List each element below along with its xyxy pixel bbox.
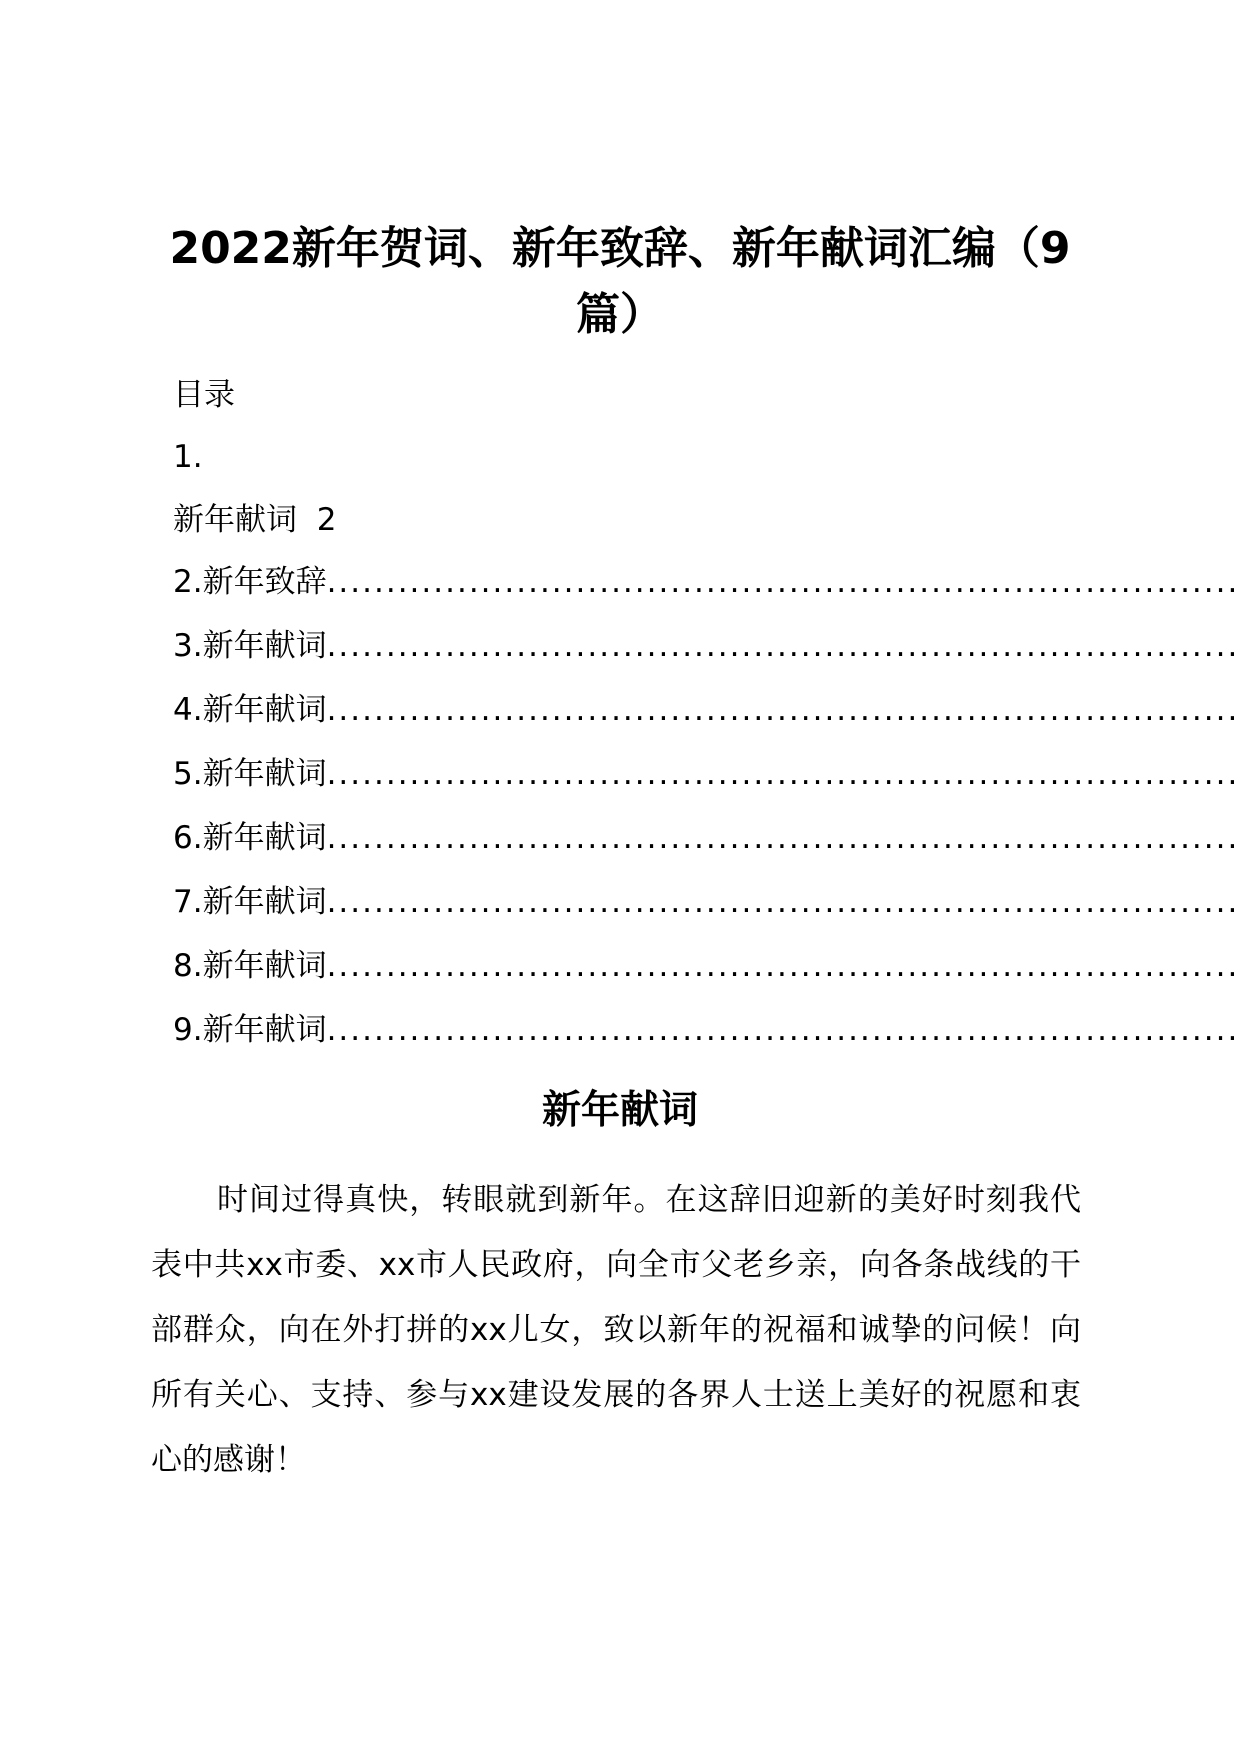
toc-leader-dots: [327, 752, 1240, 796]
toc-leader-dots: [327, 816, 1240, 860]
toc-item-label: 新年献词: [202, 884, 327, 920]
toc-item-label: 新年献词: [202, 1012, 327, 1048]
toc-item-label: 新年献词: [202, 820, 327, 856]
toc-item-4: [173, 688, 1240, 732]
toc-item-label: 新年献词: [202, 948, 327, 984]
toc-item-number: 6.: [173, 820, 203, 856]
body-paragraph: 时间过得真快，转眼就到新年。在这辞旧迎新的美好时刻我代表中共xx市委、xx市人民政府，向全市父老乡亲，向各条战线的干部群众，向在外打拼的xx儿女，致以新年的祝福和诚挚的问候！向所有关心、支持、参与xx建设发展的各界人士送上美好的祝愿和衷心的感谢！: [151, 1182, 1081, 1478]
toc-item-8: [173, 944, 1240, 988]
document-title: 2022新年贺词、新年致辞、新年献词汇编（9篇）: [169, 223, 1071, 340]
toc-item-number: 2.: [173, 564, 203, 600]
toc-item-label: 新年献词: [202, 756, 327, 792]
toc-item-number: 5.: [173, 756, 203, 792]
toc-item-7: [173, 880, 1240, 924]
toc-leader-dots: [327, 624, 1240, 668]
toc-item-1-number: 1.: [173, 439, 203, 475]
toc-item-label: 新年致辞: [202, 564, 327, 600]
toc-leader-dots: [327, 560, 1240, 604]
toc-item-6: [173, 816, 1240, 860]
toc-leader-dots: [327, 1008, 1240, 1052]
section-title: 新年献词: [541, 1088, 698, 1133]
toc-item-number: 3.: [173, 628, 203, 664]
toc-heading: 目录: [173, 377, 235, 413]
toc-item-3: [173, 624, 1240, 668]
toc-item-5: [173, 752, 1240, 796]
toc-item-label: 新年献词: [202, 692, 327, 728]
toc-item-9: [173, 1008, 1240, 1052]
toc-item-2: [173, 560, 1240, 604]
toc-item-number: 7.: [173, 884, 203, 920]
toc-item-number: 9.: [173, 1012, 203, 1048]
toc-leader-dots: [327, 944, 1240, 988]
toc-item-number: 8.: [173, 948, 203, 984]
toc-item-1-entry: 新年献词 2: [173, 502, 337, 538]
toc-item-number: 4.: [173, 692, 203, 728]
toc-item-label: 新年献词: [202, 628, 327, 664]
toc-leader-dots: [327, 880, 1240, 924]
toc-leader-dots: [327, 688, 1240, 732]
